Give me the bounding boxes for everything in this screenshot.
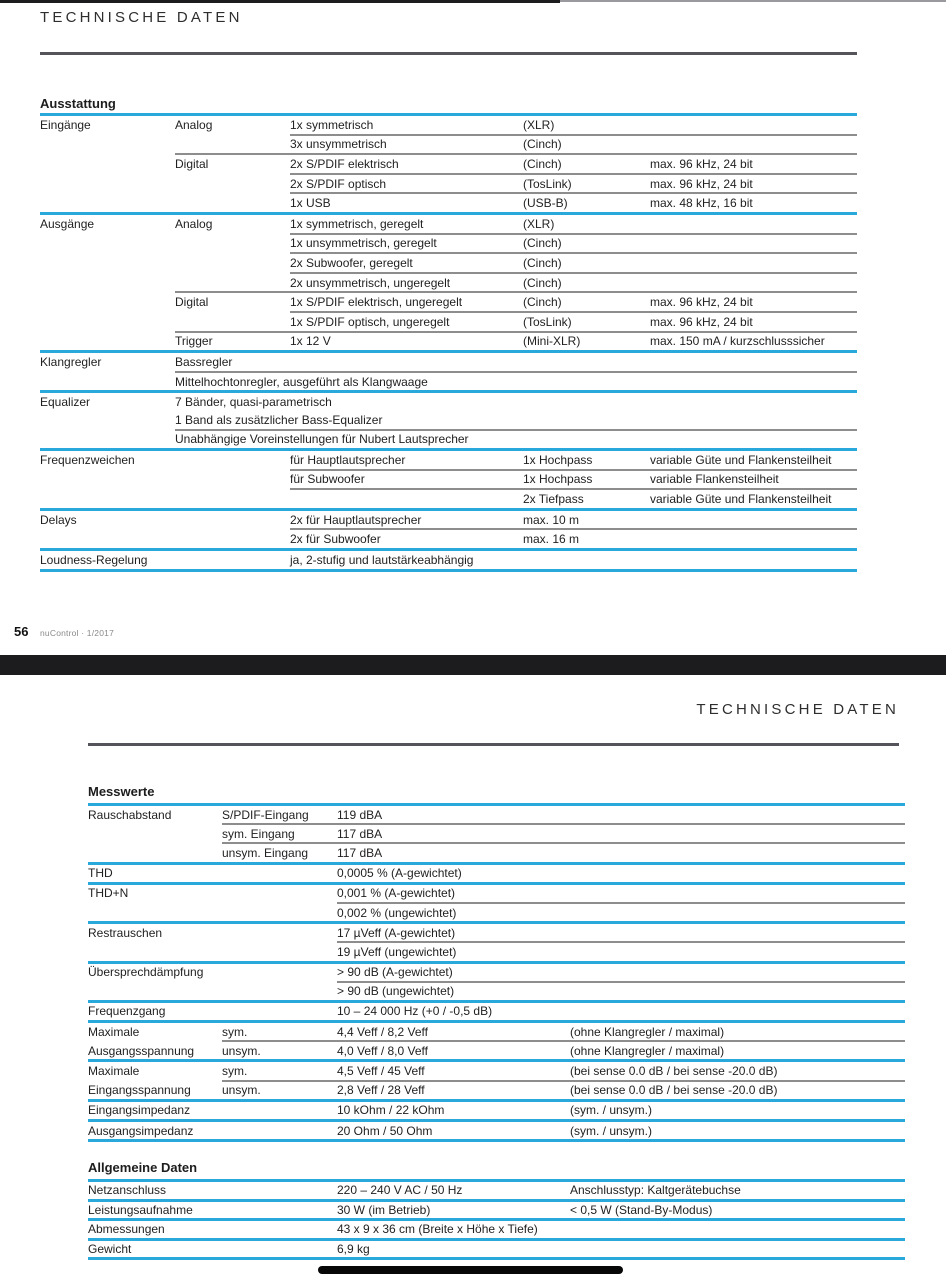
table-cell: Ausgangsspannung [88,1043,195,1058]
table-cell: Delays [40,512,77,527]
table-cell: unsym. [222,1083,261,1098]
table-cell: Mittelhochtonregler, ausgeführt als Klangwaage [175,374,428,389]
table-cell: Eingangsimpedanz [88,1103,191,1118]
table-cell: < 0,5 W (Stand-By-Modus) [570,1202,713,1217]
table-row [88,865,905,882]
table-row [40,155,857,173]
table-cell: (sym. / unsym.) [570,1103,653,1118]
table-cell: sym. [222,1024,248,1039]
table-cell: (XLR) [523,216,555,231]
table-cell: Ausgangsimpedanz [88,1123,194,1138]
table-cell: Loudness-Regelung [40,552,148,567]
table-cell: Digital [175,295,209,310]
table-row [88,806,905,823]
table-cell: 4,5 Veff / 45 Veff [337,1064,425,1079]
table-cell: 1x S/PDIF optisch, ungeregelt [290,314,450,329]
table-row [88,983,905,1000]
table-cell: Maximale [88,1024,140,1039]
table-cell: Übersprechdämpfung [88,965,204,980]
table-cell: (bei sense 0.0 dB / bei sense -20.0 dB) [570,1083,778,1098]
table-row [88,844,905,861]
table-cell: 1x Hochpass [523,472,593,487]
table-row [88,1023,905,1040]
page-bottom-bar [318,1266,623,1274]
messwerte-table [88,803,905,1142]
table-cell: 1x USB [290,196,331,211]
table-rule [40,569,857,572]
table-cell: Bassregler [175,354,233,369]
table-cell: 1x symmetrisch [290,117,374,132]
table-row [40,353,857,371]
table-cell: max. 96 kHz, 24 bit [650,156,753,171]
table-cell: max. 150 mA / kurzschlusssicher [650,334,825,349]
table-cell: (TosLink) [523,176,572,191]
table-cell: Netzanschluss [88,1183,167,1198]
table-cell: variable Güte und Flankensteilheit [650,492,832,507]
table-row [88,1202,905,1219]
table-row [88,964,905,981]
table-row [40,235,857,253]
table-cell: 19 µVeff (ungewichtet) [337,944,457,959]
table-cell: sym. Eingang [222,826,295,841]
table-cell: 2x S/PDIF optisch [290,176,387,191]
table-cell: max. 48 kHz, 16 bit [650,196,753,211]
table-row [88,1082,905,1099]
page-number: 56 [14,624,29,639]
page1-title-rule [40,52,857,55]
table-row [40,373,857,391]
table-cell: (bei sense 0.0 dB / bei sense -20.0 dB) [570,1064,778,1079]
table-cell: Klangregler [40,354,102,369]
table-row [88,1102,905,1119]
table-cell: max. 96 kHz, 24 bit [650,295,753,310]
page2-title-rule [88,743,899,746]
table-row [40,551,857,569]
table-cell: (TosLink) [523,314,572,329]
table-cell: 2x Subwoofer, geregelt [290,255,413,270]
table-cell: Unabhängige Voreinstellungen für Nubert Lautsprecher [175,432,469,447]
table-cell: 17 µVeff (A-gewichtet) [337,925,456,940]
top-page-edge-strip [0,0,560,3]
table-cell: Digital [175,156,209,171]
table-cell: > 90 dB (A-gewichtet) [337,965,453,980]
table-cell: S/PDIF-Eingang [222,807,309,822]
table-row [40,254,857,272]
table-row [88,1221,905,1238]
table-cell: 220 – 240 V AC / 50 Hz [337,1183,463,1198]
table-cell: 1 Band als zusätzlicher Bass-Equalizer [175,412,383,427]
table-row [40,116,857,134]
table-row [88,1042,905,1059]
table-cell: 0,002 % (ungewichtet) [337,905,457,920]
table-cell: (XLR) [523,117,555,132]
table-cell: Analog [175,216,213,231]
table-cell: 2x unsymmetrisch, ungeregelt [290,275,451,290]
table-row [40,293,857,311]
table-cell: > 90 dB (ungewichtet) [337,984,455,999]
table-row [40,333,857,351]
table-cell: unsym. [222,1043,261,1058]
table-cell: max. 96 kHz, 24 bit [650,176,753,191]
table-cell: (Cinch) [523,137,562,152]
table-cell: 10 – 24 000 Hz (+0 / -0,5 dB) [337,1004,493,1019]
table-cell: sym. [222,1064,248,1079]
table-row [88,1241,905,1258]
table-cell: Equalizer [40,395,91,410]
table-cell: (ohne Klangregler / maximal) [570,1024,725,1039]
table-cell: 10 kOhm / 22 kOhm [337,1103,445,1118]
table-cell: max. 16 m [523,532,580,547]
table-cell: für Hauptlautsprecher [290,452,406,467]
table-cell: 4,0 Veff / 8,0 Veff [337,1043,428,1058]
table-cell: 1x S/PDIF elektrisch, ungeregelt [290,295,463,310]
top-page-edge-strip-light [560,0,946,2]
table-cell: max. 96 kHz, 24 bit [650,314,753,329]
table-row [40,411,857,429]
table-row [40,490,857,508]
table-row [88,1003,905,1020]
table-cell: 119 dBA [337,807,383,822]
table-cell: variable Flankensteilheit [650,472,779,487]
table-cell: 0,0005 % (A-gewichtet) [337,866,462,881]
table-cell: 1x Hochpass [523,452,593,467]
table-cell: (USB-B) [523,196,568,211]
table-cell: max. 10 m [523,512,580,527]
table-rule [88,1257,905,1260]
section-heading-messwerte: Messwerte [88,784,155,799]
table-row [40,194,857,212]
table-row [40,451,857,469]
table-cell: (ohne Klangregler / maximal) [570,1043,725,1058]
table-row [40,136,857,154]
table-row [40,274,857,292]
table-cell: 117 dBA [337,845,383,860]
table-cell: (Cinch) [523,156,562,171]
table-rule [88,1139,905,1142]
table-cell: 2,8 Veff / 28 Veff [337,1083,425,1098]
table-row [88,924,905,941]
table-cell: Maximale [88,1064,140,1079]
table-row [40,215,857,233]
table-cell: 20 Ohm / 50 Ohm [337,1123,433,1138]
table-row [88,885,905,902]
table-cell: (sym. / unsym.) [570,1123,653,1138]
table-cell: (Cinch) [523,295,562,310]
footer-doc-info: nuControl · 1/2017 [40,628,115,638]
table-cell: ja, 2-stufig und lautstärkeabhängig [290,552,474,567]
table-row [40,530,857,548]
table-row [88,943,905,960]
table-cell: Frequenzweichen [40,452,135,467]
table-row [40,511,857,529]
table-cell: 0,001 % (A-gewichtet) [337,886,456,901]
allgemeine-daten-table [88,1179,905,1260]
table-cell: für Subwoofer [290,472,365,487]
table-cell: 3x unsymmetrisch [290,137,387,152]
table-cell: unsym. Eingang [222,845,309,860]
table-cell: THD+N [88,886,129,901]
table-cell: Leistungsaufnahme [88,1202,193,1217]
table-row [40,431,857,449]
table-cell: Eingangsspannung [88,1083,191,1098]
table-row [88,1122,905,1139]
table-cell: THD [88,866,113,881]
table-cell: 6,9 kg [337,1242,370,1257]
table-cell: 2x für Subwoofer [290,532,381,547]
table-cell: (Cinch) [523,255,562,270]
ausstattung-table [40,113,857,572]
table-cell: Rauschabstand [88,807,172,822]
page2-title: TECHNISCHE DATEN [696,701,899,718]
table-cell: 43 x 9 x 36 cm (Breite x Höhe x Tiefe) [337,1222,538,1237]
table-row [40,175,857,193]
table-cell: Gewicht [88,1242,132,1257]
table-cell: variable Güte und Flankensteilheit [650,452,832,467]
page1-title: TECHNISCHE DATEN [40,9,243,26]
table-cell: Anschlusstyp: Kaltgerätebuchse [570,1183,741,1198]
table-cell: 2x für Hauptlautsprecher [290,512,422,527]
table-cell: Eingänge [40,117,91,132]
table-row [88,904,905,921]
table-row [40,313,857,331]
table-cell: (Cinch) [523,236,562,251]
table-cell: 1x 12 V [290,334,331,349]
table-row [40,393,857,411]
table-row [88,825,905,842]
table-cell: 2x S/PDIF elektrisch [290,156,399,171]
table-row [40,471,857,489]
table-row [88,1182,905,1199]
table-cell: 1x unsymmetrisch, geregelt [290,236,437,251]
table-cell: (Mini-XLR) [523,334,581,349]
table-cell: (Cinch) [523,275,562,290]
page-divider-bar [0,655,946,675]
table-cell: Frequenzgang [88,1004,166,1019]
table-cell: Restrauschen [88,925,163,940]
table-cell: Analog [175,117,213,132]
table-cell: 30 W (im Betrieb) [337,1202,431,1217]
table-cell: 1x symmetrisch, geregelt [290,216,424,231]
table-cell: Ausgänge [40,216,95,231]
table-cell: 117 dBA [337,826,383,841]
section-heading-ausstattung: Ausstattung [40,96,116,111]
table-cell: Trigger [175,334,213,349]
table-cell: 7 Bänder, quasi-parametrisch [175,395,332,410]
table-cell: 2x Tiefpass [523,492,584,507]
table-cell: Abmessungen [88,1222,165,1237]
section-heading-allgemeine-daten: Allgemeine Daten [88,1160,198,1175]
table-row [88,1062,905,1079]
table-cell: 4,4 Veff / 8,2 Veff [337,1024,428,1039]
